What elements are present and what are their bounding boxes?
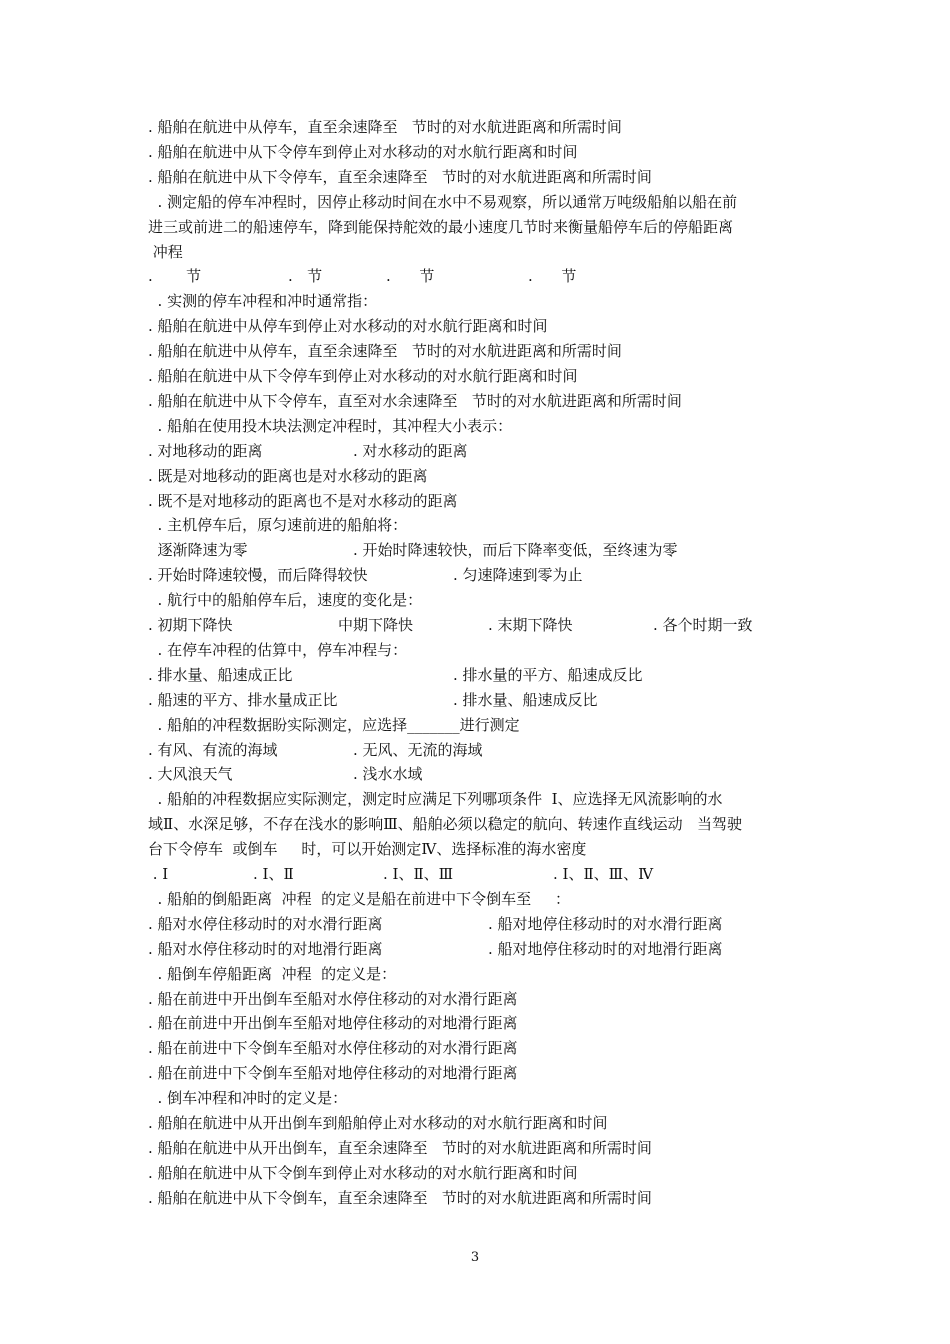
text-segment: . 匀速降速到零为止 bbox=[453, 566, 583, 585]
text-segment: . 节 bbox=[386, 267, 435, 286]
text-segment: 中期下降快 bbox=[338, 616, 414, 634]
text-segment: 逐渐降速为零 bbox=[148, 541, 248, 560]
text-segment: . 船倒车停船距离 冲程 的定义是： bbox=[148, 964, 397, 983]
text-segment: . 浅水水域 bbox=[353, 765, 423, 784]
text-segment: . 既不是对地移动的距离也不是对水移动的距离 bbox=[148, 491, 458, 510]
text-segment: . 节 bbox=[288, 267, 323, 286]
text-segment: . 船舶在航进中从下令倒车，直至余速降至 节时的对水航进距离和所需时间 bbox=[148, 1188, 652, 1207]
text-segment: . 末期下降快 bbox=[488, 616, 573, 634]
text-segment: . 船舶在航进中从停车到停止对水移动的对水航行距离和时间 bbox=[148, 317, 548, 336]
text-segment: . 开始时降速较快，而后下降率变低，至终速为零 bbox=[353, 541, 678, 560]
text-segment: . 船舶的冲程数据应实际测定，测定时应满足下列哪项条件 Ⅰ、应选择无风流影响的水 bbox=[148, 790, 723, 809]
text-segment: 冲程 bbox=[148, 242, 183, 261]
text-segment: . 船舶在航进中从开出倒车，直至余速降至 节时的对水航进距离和所需时间 bbox=[148, 1138, 652, 1157]
text-segment: . 船舶在航进中从下令停车到停止对水移动的对水航行距离和时间 bbox=[148, 142, 578, 161]
text-segment: . 船舶在航进中从下令倒车到停止对水移动的对水航行距离和时间 bbox=[148, 1163, 578, 1182]
text-segment: . 船舶在使用投木块法测定冲程时，其冲程大小表示： bbox=[148, 416, 513, 435]
text-segment: . 船对地停住移动时的对地滑行距离 bbox=[488, 939, 723, 958]
text-segment: 域Ⅱ、水深足够，不存在浅水的影响Ⅲ、船舶必须以稳定的航向、转速作直线运动 当驾驶 bbox=[148, 815, 742, 834]
text-segment: . 船在前进中下令倒车至船对水停住移动的对水滑行距离 bbox=[148, 1039, 518, 1058]
text-segment: . 对水移动的距离 bbox=[353, 441, 468, 460]
text-segment: . 船舶在航进中从下令停车，直至对水余速降至 节时的对水航进距离和所需时间 bbox=[148, 391, 682, 410]
text-segment: . 船舶在航进中从下令停车到停止对水移动的对水航行距离和时间 bbox=[148, 367, 578, 385]
text-segment: 台下令停车 或倒车 时，可以开始测定Ⅳ、选择标准的海水密度 bbox=[148, 840, 587, 859]
text-segment: . 船对地停住移动时的对水滑行距离 bbox=[488, 914, 723, 933]
text-segment: . 有风、有流的海域 bbox=[148, 740, 278, 759]
text-segment: . 倒车冲程和冲时的定义是： bbox=[148, 1089, 348, 1108]
text-segment: . 既是对地移动的距离也是对水移动的距离 bbox=[148, 466, 428, 485]
text-segment: . Ⅰ bbox=[148, 865, 169, 883]
text-segment: . 初期下降快 bbox=[148, 616, 233, 634]
text-segment: . 节 bbox=[528, 267, 577, 286]
text-segment: 进三或前进二的船速停车，降到能保持舵效的最小速度几节时来衡量船停车后的停船距离 bbox=[148, 217, 734, 236]
text-segment: . 节 bbox=[148, 267, 202, 286]
text-segment: . 主机停车后，原匀速前进的船舶将： bbox=[148, 516, 408, 535]
text-segment: . 船在前进中开出倒车至船对水停住移动的对水滑行距离 bbox=[148, 989, 518, 1008]
text-segment: . 船速的平方、排水量成正比 bbox=[148, 690, 338, 709]
text-segment: . 在停车冲程的估算中，停车冲程与： bbox=[148, 640, 408, 659]
text-segment: . 船舶在航进中从停车，直至余速降至 节时的对水航进距离和所需时间 bbox=[148, 342, 622, 361]
text-segment: . 排水量、船速成反比 bbox=[453, 690, 598, 709]
text-segment: . 对地移动的距离 bbox=[148, 441, 263, 460]
text-segment: . Ⅰ、Ⅱ、Ⅲ、Ⅳ bbox=[553, 865, 654, 883]
text-segment: . Ⅰ、Ⅱ bbox=[253, 865, 294, 883]
text-segment: . 各个时期一致 bbox=[653, 616, 753, 634]
page-number: 3 bbox=[470, 1250, 480, 1265]
text-segment: . Ⅰ、Ⅱ、Ⅲ bbox=[383, 865, 454, 883]
text-segment: . 船舶的倒船距离 冲程 的定义是船在前进中下令倒车至 ： bbox=[148, 889, 570, 908]
text-segment: . 船在前进中开出倒车至船对地停住移动的对地滑行距离 bbox=[148, 1014, 518, 1033]
text-segment: . 无风、无流的海域 bbox=[353, 740, 483, 759]
text-segment: . 船舶的冲程数据盼实际测定，应选择_______进行测定 bbox=[148, 715, 520, 734]
text-segment: . 航行中的船舶停车后，速度的变化是： bbox=[148, 591, 423, 610]
text-segment: . 船舶在航进中从停车，直至余速降至 节时的对水航进距离和所需时间 bbox=[148, 118, 622, 136]
text-segment: . 开始时降速较慢，而后降得较快 bbox=[148, 566, 368, 585]
text-segment: . 船对水停住移动时的对水滑行距离 bbox=[148, 914, 383, 933]
text-segment: . 实测的停车冲程和冲时通常指： bbox=[148, 292, 378, 311]
text-segment: . 测定船的停车冲程时，因停止移动时间在水中不易观察，所以通常万吨级船舶以船在前 bbox=[148, 192, 738, 211]
text-segment: . 船在前进中下令倒车至船对地停住移动的对地滑行距离 bbox=[148, 1064, 518, 1083]
text-segment: . 大风浪天气 bbox=[148, 765, 233, 784]
text-segment: . 船舶在航进中从开出倒车到船舶停止对水移动的对水航行距离和时间 bbox=[148, 1114, 608, 1132]
text-segment: . 排水量的平方、船速成反比 bbox=[453, 665, 643, 684]
text-segment: . 排水量、船速成正比 bbox=[148, 665, 293, 684]
text-segment: . 船对水停住移动时的对地滑行距离 bbox=[148, 939, 383, 958]
text-segment: . 船舶在航进中从下令停车，直至余速降至 节时的对水航进距离和所需时间 bbox=[148, 167, 652, 186]
